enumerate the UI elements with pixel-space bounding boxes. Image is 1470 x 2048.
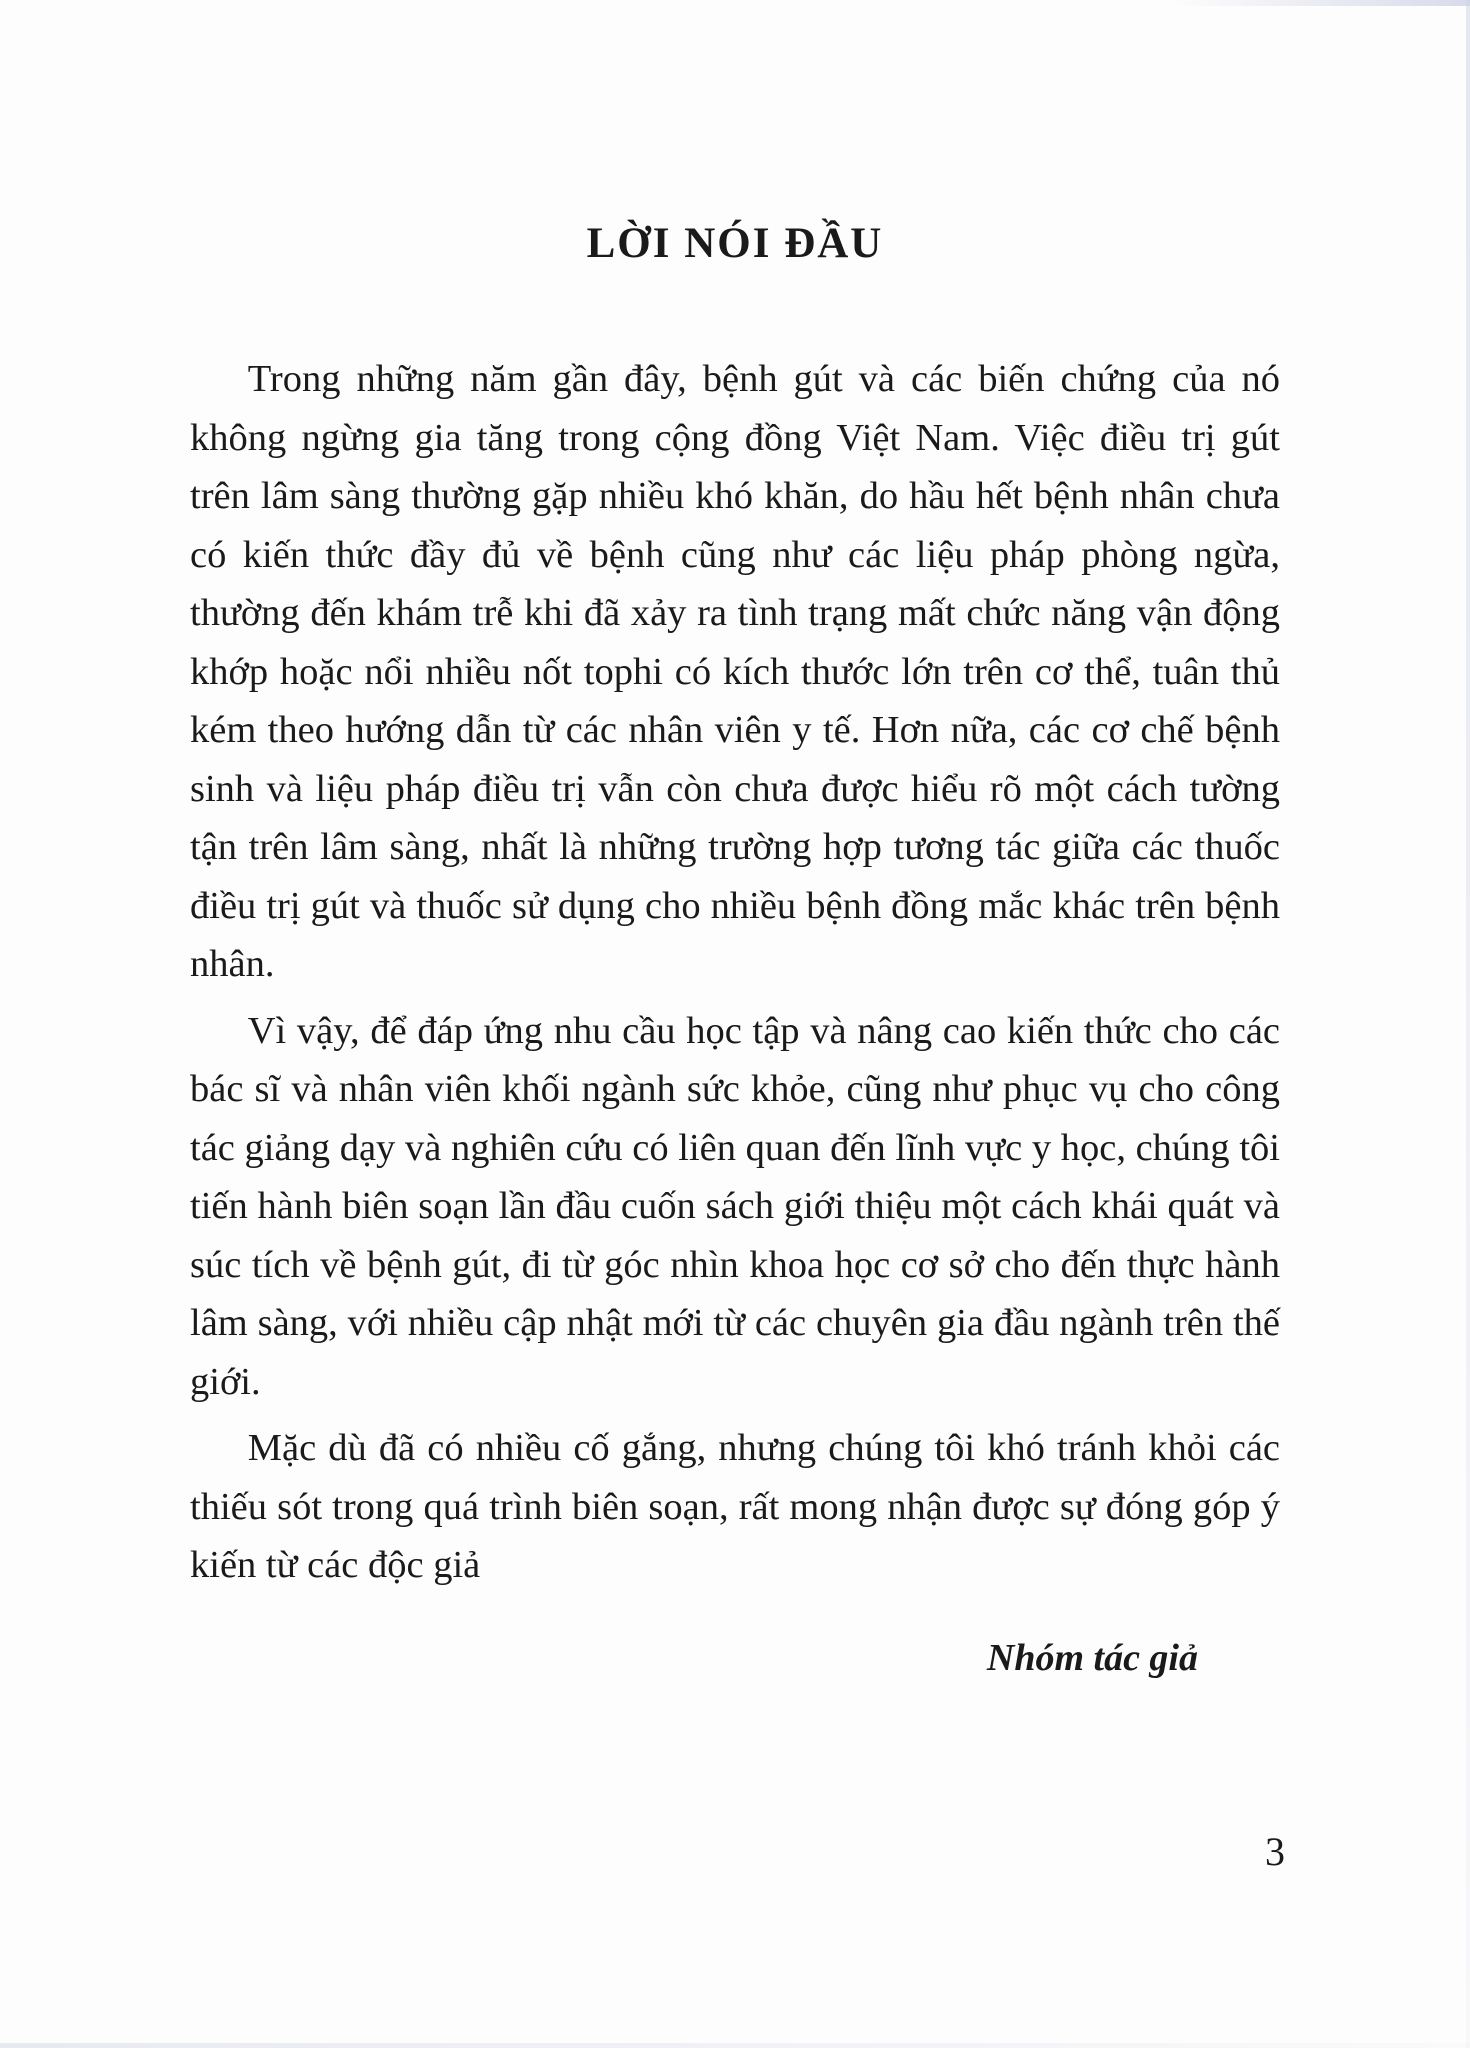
paragraph-intro: Trong những năm gần đây, bệnh gút và các biến chứng của nó không ngừng gia tăng trong cộng đồng Việt Nam. Việc điều trị gút trên lâm sàng thường gặp nhiều khó khăn, do hầu hết bệnh nhân chưa có kiến thức đầy đủ về bệnh cũng như các liệu pháp phòng ngừa, thường đến khám trễ khi đã xảy ra tình trạng mất chức năng vận động khớp hoặc nổi nhiều nốt tophi có kích thước lớn trên cơ thể, tuân thủ kém theo hướng dẫn từ các nhân viên y tế. Hơn nữa, các cơ chế bệnh sinh và liệu pháp điều trị vẫn còn chưa được hiểu rõ một cách tường tận trên lâm sàng, nhất là những trường hợp tương tác giữa các thuốc điều trị gút và thuốc sử dụng cho nhiều bệnh đồng mắc khác trên bệnh nhân. xyxy=(190,358,1280,985)
signature: Nhóm tác giả xyxy=(986,1637,1198,1679)
paragraph-closing: Mặc dù đã có nhiều cố gắng, nhưng chúng tôi khó tránh khỏi các thiếu sót trong quá trình biên soạn, rất mong nhận được sự đóng góp ý kiến từ các độc giả xyxy=(190,1427,1280,1586)
scan-edge-right xyxy=(1466,0,1470,2048)
scan-edge-top xyxy=(1170,0,1470,6)
page-number: 3 xyxy=(1265,1829,1285,1874)
paragraph-purpose: Vì vậy, để đáp ứng nhu cầu học tập và nâng cao kiến thức cho các bác sĩ và nhân viên khối ngành sức khỏe, cũng như phục vụ cho công tác giảng dạy và nghiên cứu có liên quan đến lĩnh vực y học, chúng tôi tiến hành biên soạn lần đầu cuốn sách giới thiệu một cách khái quát và súc tích về bệnh gút, đi từ góc nhìn khoa học cơ sở cho đến thực hành lâm sàng, với nhiều cập nhật mới từ các chuyên gia đầu ngành trên thế giới. xyxy=(190,1009,1280,1403)
page-title: LỜI NÓI ĐẦU xyxy=(586,220,884,267)
body-text xyxy=(190,350,1280,1603)
scan-edge-bottom xyxy=(0,2043,1470,2048)
